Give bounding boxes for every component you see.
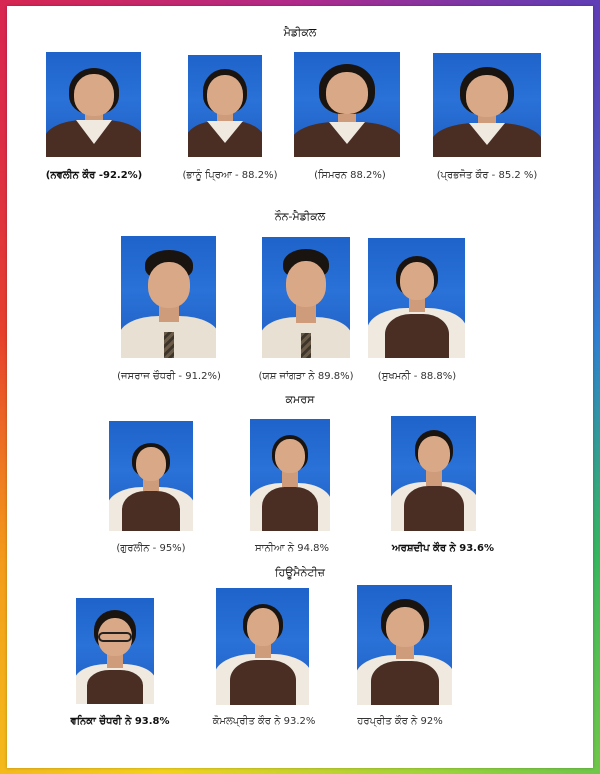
caption-simran: (ਸਿਮਰਨ 88.2%) xyxy=(314,170,386,181)
student-photo-sania xyxy=(250,419,330,531)
caption-sukhmani: (ਸੁਖਮਨੀ - 88.8%) xyxy=(377,371,457,382)
student-photo-prabhjot xyxy=(433,53,541,157)
student-photo-komalpreet xyxy=(216,588,309,705)
student-photo-vanika xyxy=(76,598,154,704)
caption-arshdeep: ਅਰਸ਼ਦੀਪ ਕੌਰ ਨੇ 93.6% xyxy=(392,543,494,554)
caption-vanika: ਵਨਿਕਾ ਚੌਧਰੀ ਨੇ 93.8% xyxy=(70,716,170,727)
caption-sania: ਸਾਨੀਆ ਨੇ 94.8% xyxy=(254,543,330,554)
section-title-humanities: ਹਿਊਮੈਨੇਟੀਜ਼ xyxy=(275,566,325,579)
student-photo-gurleen xyxy=(109,421,193,531)
student-photo-navleen xyxy=(46,52,141,157)
caption-harpreet: ਹਰਪ੍ਰੀਤ ਕੌਰ ਨੇ 92% xyxy=(357,716,443,727)
section-title-medical: ਮੈਡੀਕਲ xyxy=(283,26,317,39)
student-photo-arshdeep xyxy=(391,416,476,531)
student-photo-bhanu xyxy=(188,55,262,157)
student-photo-sukhmani xyxy=(368,238,465,358)
section-title-non-medical: ਨੌਨ-ਮੈਡੀਕਲ xyxy=(274,210,326,223)
student-photo-simran xyxy=(294,52,400,157)
student-photo-harpreet xyxy=(357,585,452,705)
student-photo-yash xyxy=(262,237,350,358)
section-title-commerce: ਕਮਰਸ xyxy=(285,393,315,406)
caption-jasraj: (ਜਸਰਾਜ ਚੌਧਰੀ - 91.2%) xyxy=(117,371,221,382)
caption-navleen: (ਨਵਲੀਨ ਕੌਰ -92.2%) xyxy=(45,170,143,181)
caption-yash: (ਯਸ਼ ਜਾਂਗੜਾ ਨੇ 89.8%) xyxy=(258,371,354,382)
caption-komalpreet: ਕੋਮਲਪ੍ਰੀਤ ਕੌਰ ਨੇ 93.2% xyxy=(212,716,316,727)
caption-prabhjot: (ਪ੍ਰਭਜੋਤ ਕੌਰ - 85.2 %) xyxy=(436,170,538,181)
student-photo-jasraj xyxy=(121,236,216,358)
caption-gurleen: (ਗੁਰਲੀਨ - 95%) xyxy=(116,543,186,554)
caption-bhanu: (ਭਾਨੂੰ ਪ੍ਰਿਆ - 88.2%) xyxy=(182,170,278,181)
